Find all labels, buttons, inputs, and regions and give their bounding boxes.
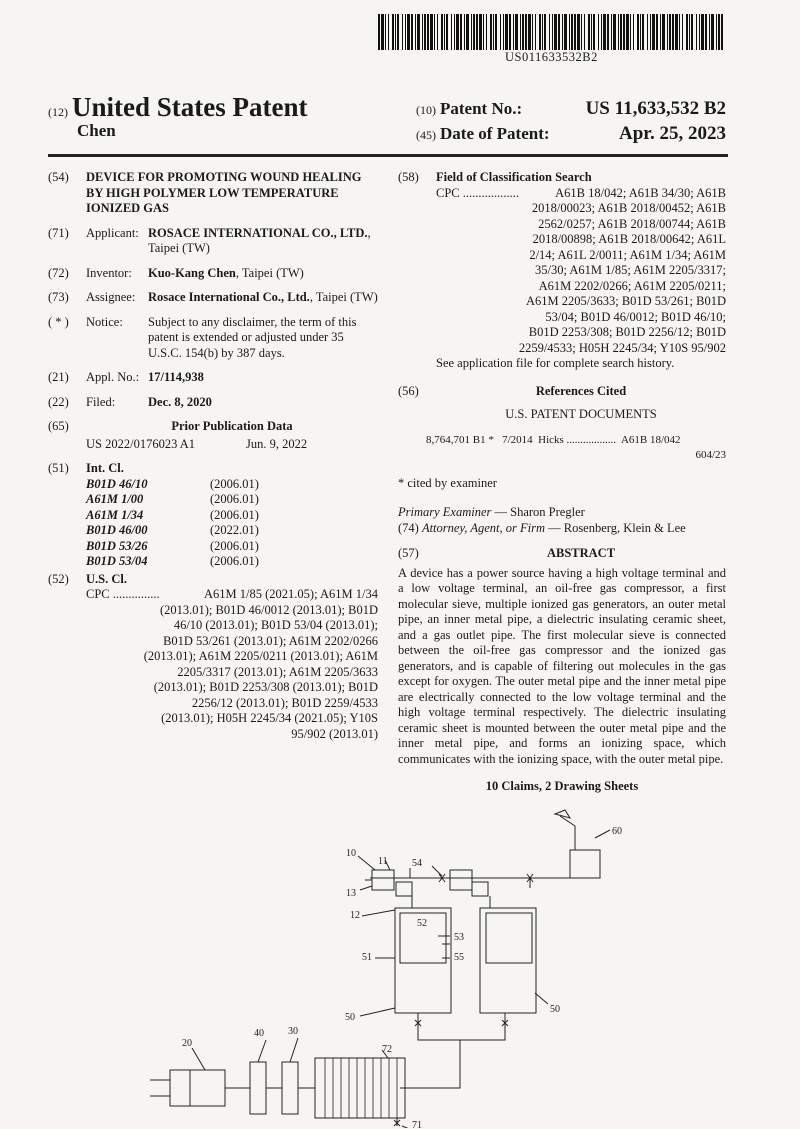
us-cl-line: 2256/12 (2013.01); B01D 2259/4533 bbox=[191, 695, 378, 710]
field-71 bbox=[48, 226, 378, 257]
field-num: (54) bbox=[48, 170, 69, 184]
label-30: 30 bbox=[288, 1026, 298, 1037]
appl-no-label: Appl. No.: bbox=[86, 370, 140, 384]
field-num: (58) bbox=[398, 170, 419, 184]
date-code: (45) bbox=[416, 128, 436, 142]
patent-number-row bbox=[416, 98, 726, 123]
patent-info bbox=[416, 98, 726, 148]
nozzle-tip bbox=[555, 810, 570, 818]
attorney bbox=[398, 521, 726, 537]
label-13: 13 bbox=[346, 888, 356, 899]
examiner-label: Primary Examiner bbox=[398, 505, 492, 519]
label-52: 52 bbox=[417, 918, 427, 929]
filter-30 bbox=[282, 1062, 298, 1114]
int-cl-version: (2022.01) bbox=[210, 523, 259, 537]
field-search-line: B01D 2253/308; B01D 2256/12; B01D bbox=[528, 325, 726, 339]
applicant-name: ROSACE INTERNATIONAL CO., LTD. bbox=[148, 225, 368, 240]
int-cl-code: B01D 53/04 bbox=[86, 554, 148, 568]
cpc-label: CPC ............... bbox=[86, 587, 160, 601]
date-label: Date of Patent: bbox=[440, 124, 550, 143]
field-num: (56) bbox=[398, 383, 419, 398]
label-55: 55 bbox=[454, 952, 464, 963]
primary-examiner bbox=[398, 505, 726, 521]
invention-title: DEVICE FOR PROMOTING WOUND HEALING BY HIGH POLYMER LOW TEMPERATURE IONIZED GAS bbox=[86, 170, 362, 215]
us-patent-docs-heading: U.S. PATENT DOCUMENTS bbox=[505, 407, 657, 421]
us-cl-line: 95/902 (2013.01) bbox=[291, 726, 378, 741]
label-60: 60 bbox=[612, 826, 622, 837]
us-cl-line: B01D 53/261 (2013.01); A61M 2202/0266 bbox=[163, 633, 378, 648]
label-54: 54 bbox=[412, 858, 422, 869]
label-20: 20 bbox=[182, 1038, 192, 1049]
applicant-label: Applicant: bbox=[86, 225, 139, 240]
us-cl-prefix bbox=[86, 587, 378, 603]
field-num: ( * ) bbox=[48, 314, 69, 329]
document-title: United States Patent bbox=[72, 92, 308, 122]
field-72 bbox=[48, 266, 378, 282]
field-65 bbox=[48, 419, 378, 435]
field-search-line: A61M 2202/0266; A61M 2205/0211; bbox=[538, 278, 726, 293]
patent-drawing bbox=[150, 808, 650, 1128]
field-search-line: 2018/00023; A61B 2018/00452; A61B bbox=[531, 201, 726, 215]
label-50b: 50 bbox=[550, 1004, 560, 1015]
generator-inner-b bbox=[486, 913, 532, 963]
patent-no-label: Patent No.: bbox=[440, 99, 523, 118]
field-search-heading: Field of Classification Search bbox=[436, 170, 592, 184]
doc-code: (12) bbox=[48, 105, 68, 119]
inventor-name: Kuo-Kang Chen bbox=[148, 265, 236, 280]
label-11: 11 bbox=[378, 856, 388, 867]
inventor-label: Inventor: bbox=[86, 265, 132, 280]
field-51 bbox=[48, 461, 378, 477]
assignee-label: Assignee: bbox=[86, 290, 136, 304]
cited-by-examiner: * cited by examiner bbox=[398, 475, 497, 490]
box-11a bbox=[372, 870, 394, 890]
int-cl-heading: Int. Cl. bbox=[86, 461, 124, 475]
us-cl-line: 46/10 (2013.01); B01D 53/04 (2013.01); bbox=[173, 618, 378, 632]
field-search-list bbox=[436, 186, 726, 357]
us-cl-line: (2013.01); H05H 2245/34 (2021.05); Y10S bbox=[161, 711, 378, 725]
label-40: 40 bbox=[254, 1028, 264, 1039]
field-54 bbox=[48, 170, 378, 217]
field-num: (65) bbox=[48, 419, 69, 433]
search-history-note: See application file for complete search history. bbox=[436, 356, 675, 370]
us-cl-line: 2205/3317 (2013.01); A61M 2205/3633 bbox=[177, 664, 378, 679]
field-search-line: 35/30; A61M 1/85; A61M 2205/3317; bbox=[535, 263, 726, 277]
box-11b bbox=[450, 870, 472, 890]
int-cl-code: A61M 1/00 bbox=[86, 492, 144, 506]
field-21 bbox=[48, 370, 378, 386]
examiner-name: — Sharon Pregler bbox=[491, 505, 585, 519]
patent-date-row bbox=[416, 123, 726, 148]
reference-class: 604/23 bbox=[695, 449, 726, 461]
patent-number: US 11,633,532 B2 bbox=[585, 98, 726, 119]
field-73 bbox=[48, 290, 378, 306]
label-10: 10 bbox=[346, 848, 356, 859]
patent-date: Apr. 25, 2023 bbox=[619, 123, 726, 144]
right-column bbox=[398, 170, 726, 795]
field-notice bbox=[48, 315, 378, 362]
inventor-location: , Taipei (TW) bbox=[235, 265, 304, 280]
attorney-num: (74) bbox=[398, 520, 419, 535]
barcode-number: US011633532B2 bbox=[505, 50, 598, 64]
us-cl-line: A61M 1/85 (2021.05); A61M 1/34 bbox=[204, 587, 378, 601]
notice-label: Notice: bbox=[86, 314, 123, 329]
left-column bbox=[48, 170, 378, 742]
field-num: (72) bbox=[48, 265, 69, 280]
us-cl-line: (2013.01); A61M 2205/0211 (2013.01); A61M bbox=[143, 649, 378, 663]
compressor bbox=[170, 1070, 225, 1106]
int-cl-code: A61M 1/34 bbox=[86, 507, 144, 522]
int-cl-version: (2006.01) bbox=[210, 554, 259, 568]
field-search-line: A61B 18/042; A61B 34/30; A61B bbox=[555, 185, 726, 200]
sieve-fins bbox=[325, 1058, 397, 1118]
prior-pub-number: US 2022/0176023 A1 bbox=[86, 436, 196, 451]
label-53: 53 bbox=[454, 932, 464, 943]
field-num: (22) bbox=[48, 394, 69, 409]
outlet-box bbox=[570, 850, 600, 878]
us-cl-line: (2013.01); B01D 46/0012 (2013.01); B01D bbox=[159, 602, 378, 617]
cpc-label: CPC .................. bbox=[436, 185, 520, 200]
field-num: (71) bbox=[48, 225, 69, 240]
references-heading: References Cited bbox=[535, 383, 627, 398]
field-num: (51) bbox=[48, 461, 69, 475]
field-num: (52) bbox=[48, 571, 69, 586]
generator-outer-b bbox=[480, 908, 536, 1013]
prior-pub-date: Jun. 9, 2022 bbox=[246, 436, 308, 451]
prior-pub-row bbox=[86, 437, 378, 453]
int-cl-code: B01D 46/10 bbox=[86, 476, 148, 491]
field-num: (21) bbox=[48, 370, 69, 384]
patent-no-code: (10) bbox=[416, 103, 436, 117]
field-search-line: A61M 2205/3633; B01D 53/261; B01D bbox=[525, 294, 726, 308]
reference-line: 8,764,701 B1 * 7/2014 Hicks .................. A61B 18/042 bbox=[426, 433, 681, 446]
label-51: 51 bbox=[362, 952, 372, 963]
abstract-text: A device has a power source having a high voltage terminal and a low voltage terminal, an oil-free gas compressor, a first molecular sieve, multiple ionized gas generators, an outer metal pipe, an inner metal pipe, a dielectric insulating ceramic sheet, and a gas outlet pipe. The first molecular sieve is connected between the oil-free gas compressor and the ionized gas generators, and is capable of filtering out molecules in the gas except for oxygen. The outer metal pipe and the inner metal pipe are electrically connected to the low voltage terminal and the high voltage terminal respectively. The dielectric insulating ceramic sheet is mounted between the outer metal pipe and the inner metal pipe, and forms an ionizing space, which communicates with the ionizing space, with the outer metal pipe. bbox=[398, 565, 726, 766]
field-search-line: 2259/4533; H05H 2245/34; Y10S 95/902 bbox=[518, 340, 726, 355]
barcode bbox=[378, 14, 724, 50]
field-52 bbox=[48, 572, 378, 588]
filed-date: Dec. 8, 2020 bbox=[148, 394, 212, 409]
claims-summary: 10 Claims, 2 Drawing Sheets bbox=[485, 779, 639, 793]
label-12: 12 bbox=[350, 910, 360, 921]
nozzle-tube bbox=[560, 816, 575, 850]
field-num: (73) bbox=[48, 290, 69, 304]
field-56 bbox=[398, 384, 726, 400]
field-search-line: 2/14; A61L 2/0011; A61M 1/34; A61M bbox=[529, 247, 726, 262]
prior-pub-heading: Prior Publication Data bbox=[171, 419, 293, 433]
assignee-name: Rosace International Co., Ltd. bbox=[148, 290, 310, 304]
appl-no: 17/114,938 bbox=[148, 370, 204, 384]
inventor-surname: Chen bbox=[77, 121, 116, 140]
box-inner-b bbox=[472, 882, 488, 896]
box-inner-a bbox=[396, 882, 412, 896]
label-72: 72 bbox=[382, 1044, 392, 1055]
attorney-label: Attorney, Agent, or Firm bbox=[421, 520, 545, 535]
int-cl-version: (2006.01) bbox=[210, 476, 259, 491]
field-57 bbox=[398, 546, 726, 562]
int-cl-list bbox=[86, 477, 378, 570]
field-search-prefix bbox=[436, 186, 726, 202]
patent-header-title bbox=[48, 92, 307, 123]
field-58 bbox=[398, 170, 726, 186]
us-cl-line: (2013.01); B01D 2253/308 (2013.01); B01D bbox=[153, 680, 378, 694]
int-cl-code: B01D 46/00 bbox=[86, 523, 148, 537]
assignee-location: , Taipei (TW) bbox=[309, 290, 378, 304]
abstract-heading: ABSTRACT bbox=[546, 546, 616, 560]
attorney-name: — Rosenberg, Klein & Lee bbox=[544, 520, 686, 535]
int-cl-code: B01D 53/26 bbox=[86, 538, 148, 553]
label-50a: 50 bbox=[345, 1012, 355, 1023]
label-71: 71 bbox=[412, 1120, 422, 1128]
applicant-location: , Taipei (TW) bbox=[148, 225, 371, 255]
filed-label: Filed: bbox=[86, 394, 116, 409]
field-search-line: 2562/0257; A61B 2018/00744; A61B bbox=[538, 216, 726, 231]
field-22 bbox=[48, 395, 378, 411]
field-search-line: 2018/00898; A61B 2018/00642; A61L bbox=[532, 232, 726, 246]
us-cl-list bbox=[86, 587, 378, 742]
header-rule bbox=[48, 154, 728, 157]
int-cl-version: (2006.01) bbox=[210, 507, 259, 522]
int-cl-version: (2006.01) bbox=[210, 492, 259, 506]
int-cl-version: (2006.01) bbox=[210, 538, 259, 553]
filter-40 bbox=[250, 1062, 266, 1114]
field-search-line: 53/04; B01D 46/0012; B01D 46/10; bbox=[545, 309, 726, 324]
sieve-72 bbox=[315, 1058, 405, 1118]
field-num: (57) bbox=[398, 546, 419, 560]
notice-text: Subject to any disclaimer, the term of this patent is extended or adjusted under 35 U.S.C. 154(b) by 387 days. bbox=[148, 314, 357, 360]
us-cl-heading: U.S. Cl. bbox=[86, 571, 127, 586]
